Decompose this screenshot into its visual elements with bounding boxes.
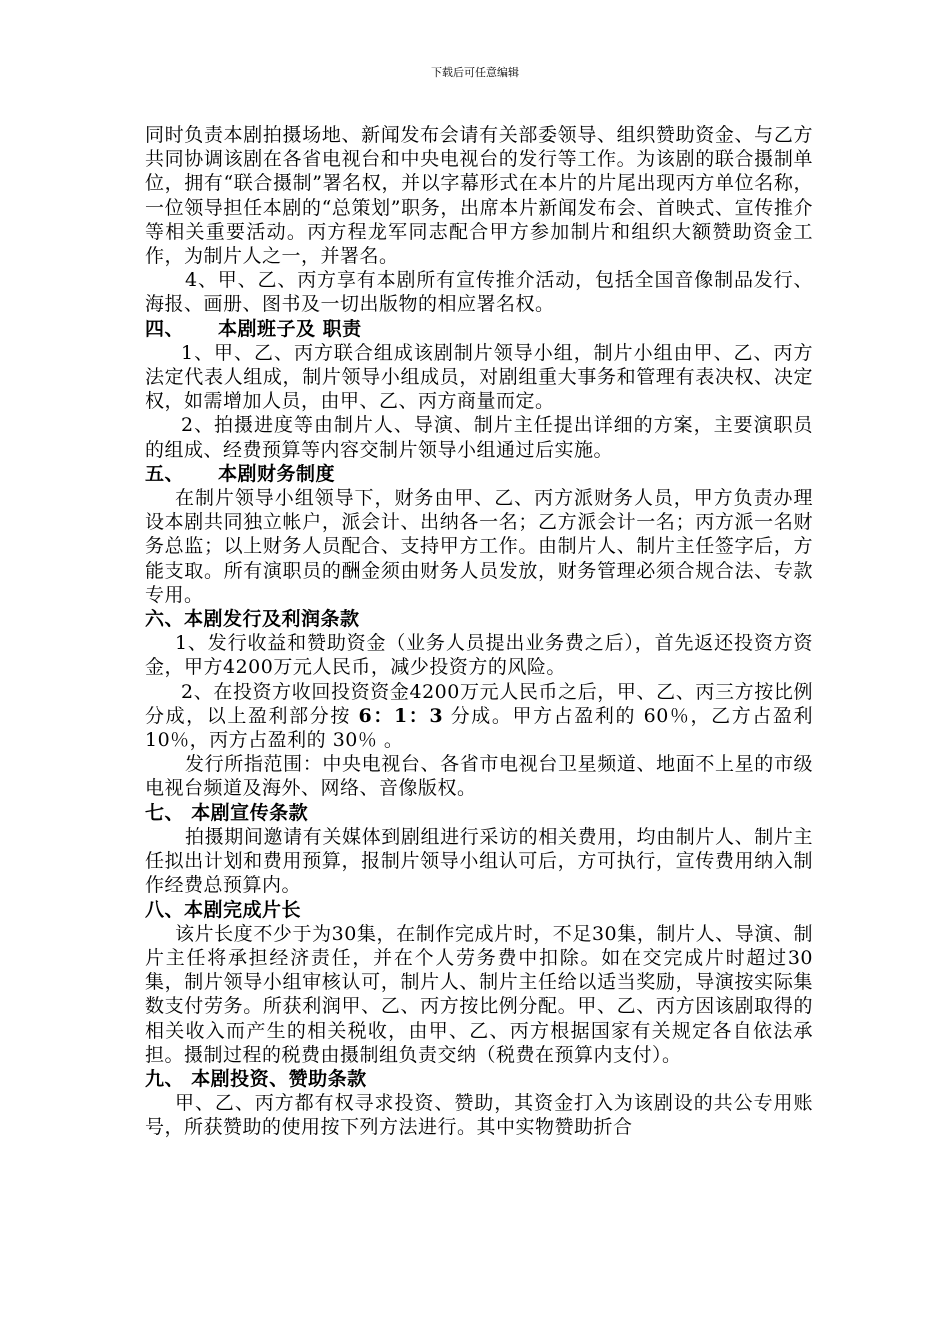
- paragraph: 1、甲、乙、丙方联合组成该剧制片领导小组，制片小组由甲、乙、丙方法定代表人组成，制片领导小组成员，对剧组重大事务和管理有表决权、决定权，如需增加人员，由甲、乙、丙方商量而定。: [145, 341, 813, 413]
- paragraph: 4、甲、乙、丙方享有本剧所有宣传推介活动，包括全国音像制品发行、海报、画册、图书及一切出版物的相应署名权。: [145, 269, 813, 316]
- ratio-text-before: 2、在投资方收回投资资金4200万元人民币之后，甲、乙、丙三方按比例分成，以上盈利部分按: [145, 680, 813, 727]
- paragraph: 甲、乙、丙方都有权寻求投资、赞助，其资金打入为该剧设的共公专用账号，所获赞助的使用按下列方法进行。其中实物赞助折合: [145, 1092, 813, 1139]
- paragraph: 拍摄期间邀请有关媒体到剧组进行采访的相关费用，均由制片人、制片主任拟出计划和费用预算，报制片领导小组认可后，方可执行，宣传费用纳入制作经费总预算内。: [145, 825, 813, 897]
- section-title: 本剧财务制度: [218, 462, 336, 485]
- page-header: 下载后可任意编辑: [431, 66, 519, 79]
- paragraph: 在制片领导小组领导下，财务由甲、乙、丙方派财务人员，甲方负责办理设本剧共同独立帐户，派会计、出纳各一名；乙方派会计一名；丙方派一名财务总监；以上财务人员配合、支持甲方工作。由制片人、制片主任签字后，方能支取。所有演职员的酬金须由财务人员发放，财务管理必须合规合法、专款专用。: [145, 487, 813, 606]
- ratio-paragraph: [145, 680, 813, 753]
- paragraph: 发行所指范围：中央电视台、各省市电视台卫星频道、地面不上星的市级电视台频道及海外、网络、音像版权。: [145, 753, 813, 800]
- section-heading-8: 八、本剧完成片长: [145, 898, 302, 921]
- section-heading-9: 九、 本剧投资、赞助条款: [145, 1067, 367, 1090]
- paragraph: 同时负责本剧拍摄场地、新闻发布会请有关部委领导、组织赞助资金、与乙方共同协调该剧在各省电视台和中央电视台的发行等工作。为该剧的联合摄制单位，拥有“联合摄制”署名权，并以字幕形式在本片的片尾出现丙方单位名称，一位领导担任本剧的“总策划”职务，出席本片新闻发布会、首映式、宣传推介等相关重要活动。丙方程龙军同志配合甲方参加制片和组织大额赞助资金工作，为制片人之一，并署名。: [145, 124, 813, 268]
- document-body: [145, 123, 813, 1140]
- ratio-value: 6：1：3: [358, 704, 444, 727]
- section-number: 五、: [145, 462, 185, 485]
- section-title: 本剧班子及 职责: [218, 317, 362, 340]
- section-heading-7: 七、 本剧宣传条款: [145, 801, 309, 824]
- section-heading-4: [145, 317, 813, 341]
- ratio-text-after: 分成。甲方占盈利的 60％，乙方占盈利 10％，丙方占盈利的 30％ 。: [145, 704, 813, 752]
- paragraph: 1、发行收益和赞助资金（业务人员提出业务费之后），首先返还投资方资金，甲方4200万元人民币，减少投资方的风险。: [145, 632, 813, 679]
- section-number: 四、: [145, 317, 185, 340]
- section-heading-5: [145, 462, 813, 486]
- paragraph: 2、拍摄进度等由制片人、导演、制片主任提出详细的方案，主要演职员的组成、经费预算等内容交制片领导小组通过后实施。: [145, 414, 813, 461]
- section-heading-6: 六、本剧发行及利润条款: [145, 608, 360, 631]
- paragraph: 该片长度不少于为30集，在制作完成片时，不足30集，制片人、导演、制片主任将承担经济责任，并在个人劳务费中扣除。如在交完成片时超过30集，制片领导小组审核认可，制片人、制片主任给以适当奖励，导演按实际集数支付劳务。所获利润甲、乙、丙方按比例分配。甲、乙、丙方因该剧取得的相关收入而产生的相关税收，由甲、乙、丙方根据国家有关规定各自依法承担。摄制过程的税费由摄制组负责交纳（税费在预算内支付）。: [145, 922, 813, 1066]
